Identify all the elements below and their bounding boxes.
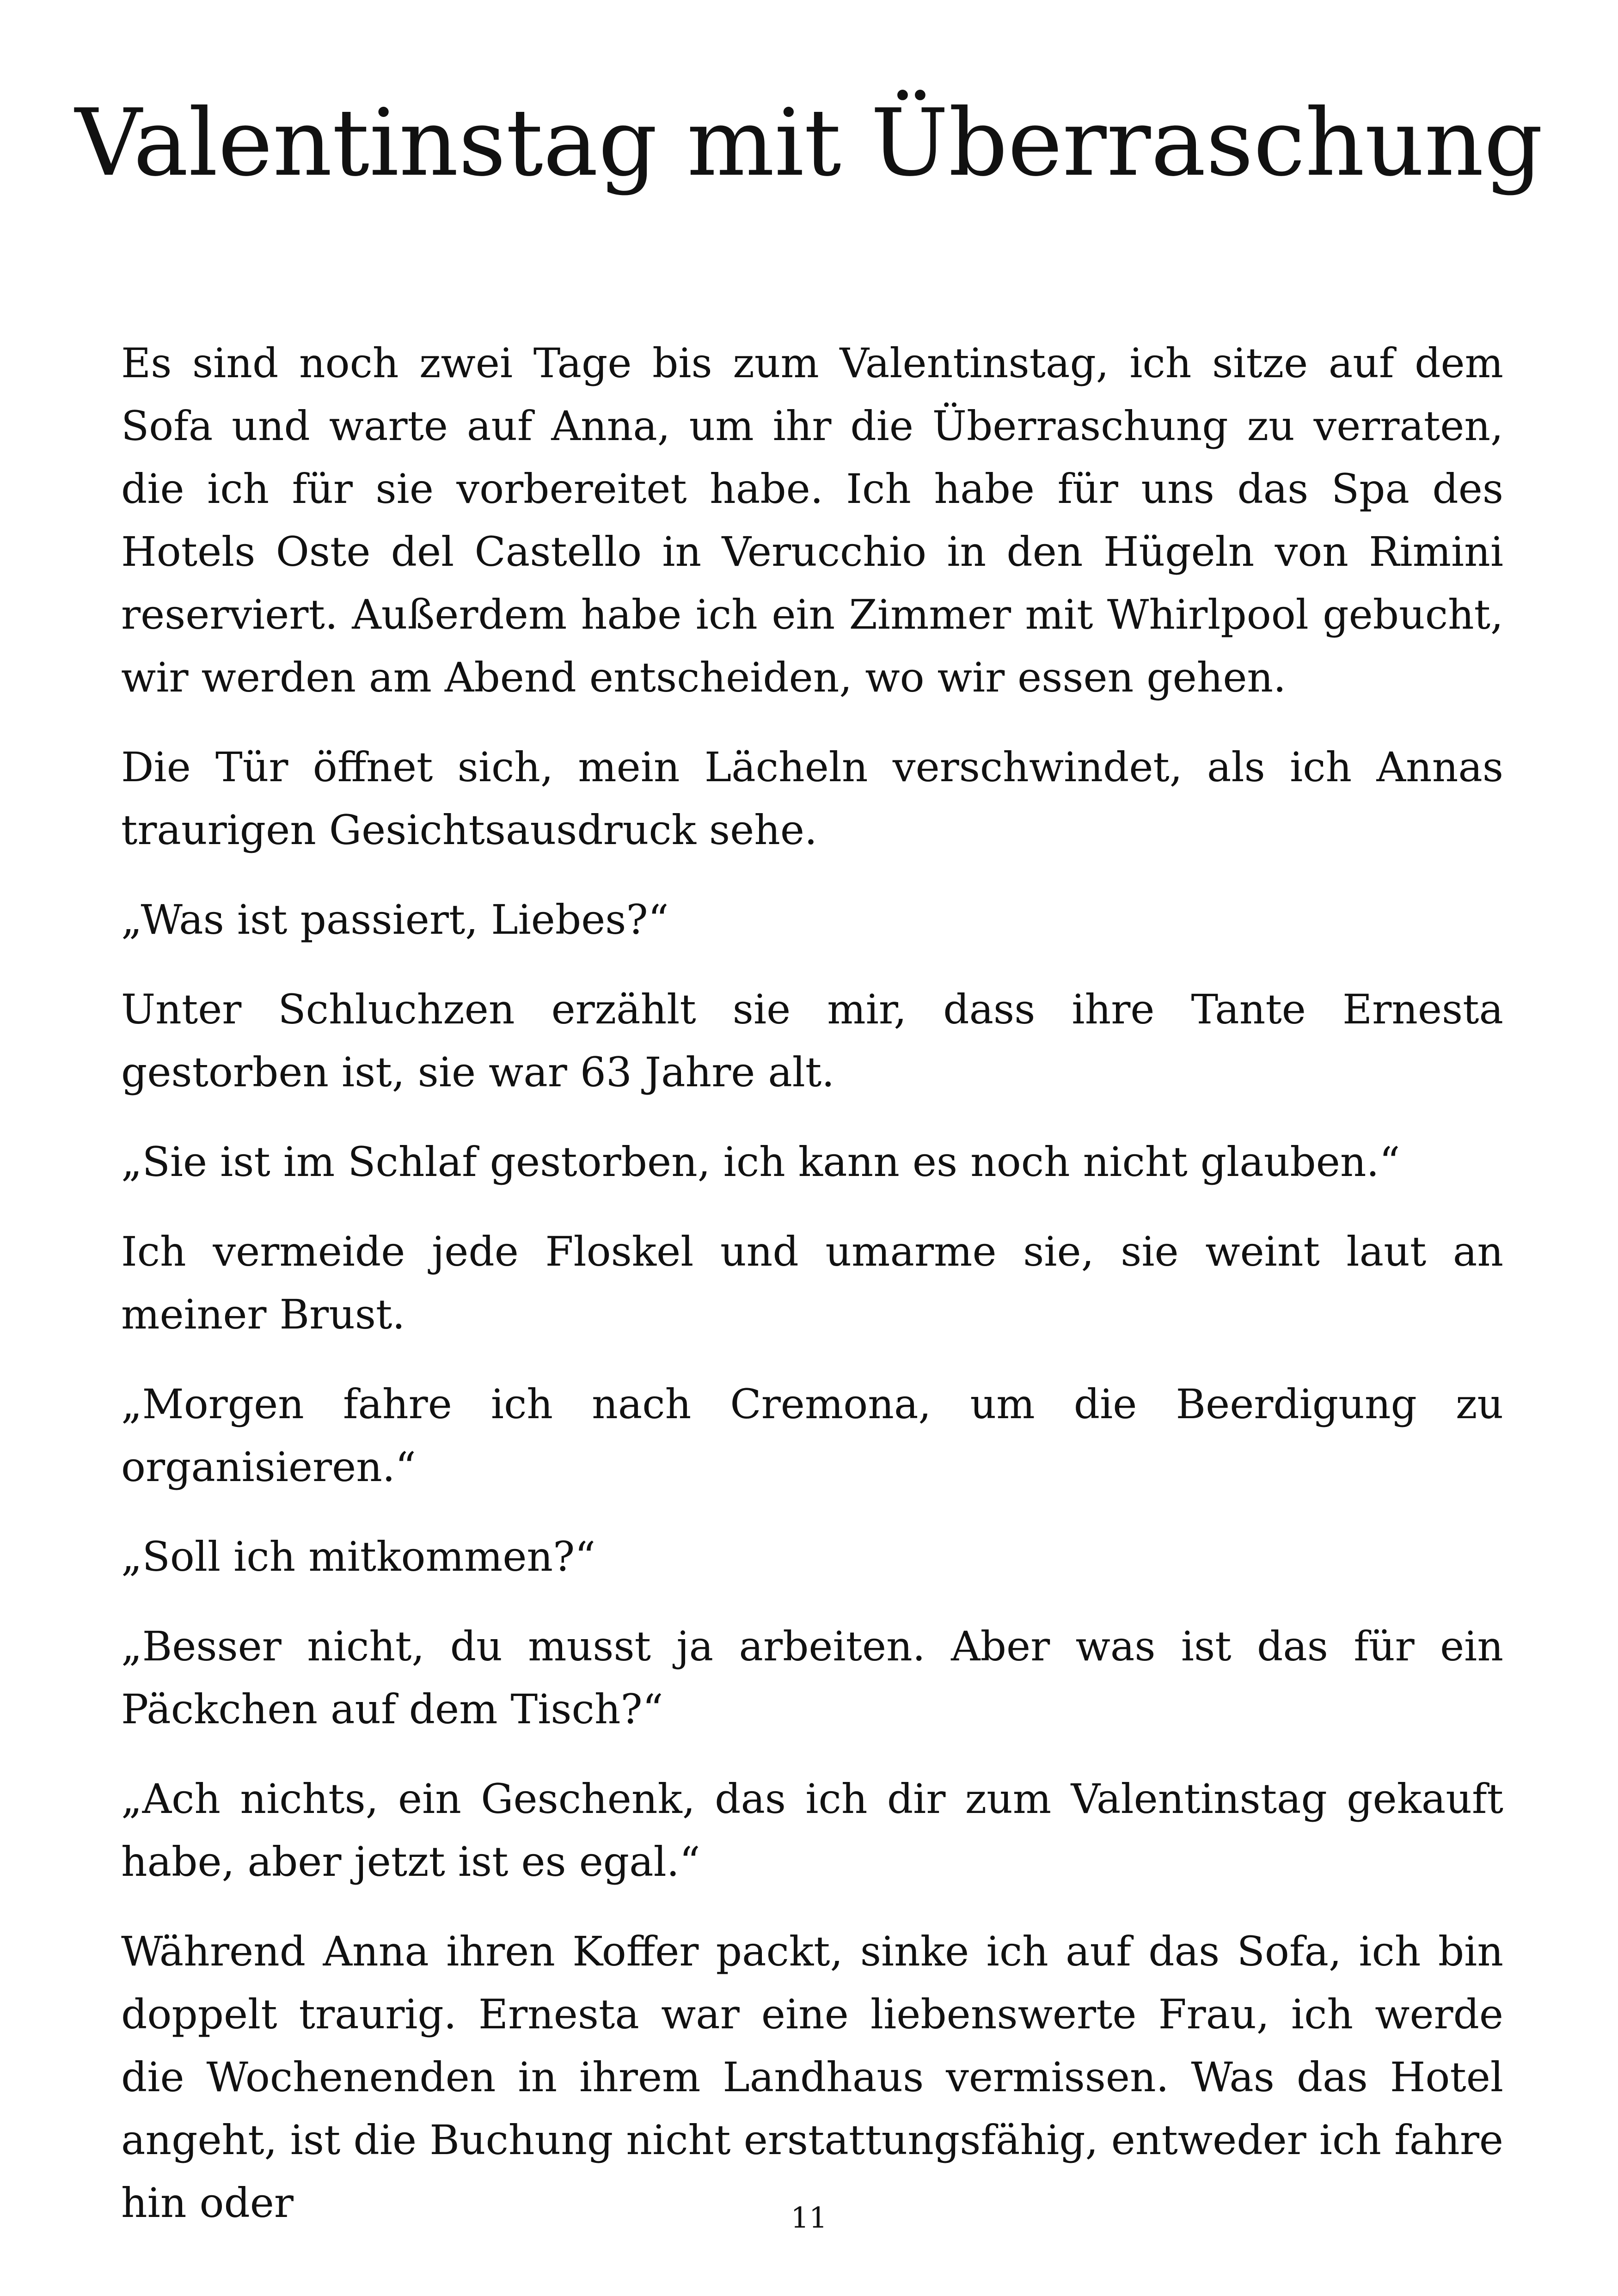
paragraph-4: Unter Schluchzen erzählt sie mir, dass ihre Tante Ernesta gestorben ist, sie war 63 Jahre alt. — [121, 986, 1503, 1096]
paragraph-3: „Was ist passiert, Liebes?“ — [121, 896, 669, 943]
paragraph-1: Es sind noch zwei Tage bis zum Valentinstag, ich sitze auf dem Sofa und warte auf Anna, um ihr die Überraschung zu verraten, die ich für sie vorbereitet habe. Ich habe für uns das Spa des Hotels Oste del Castello in Verucchio in den Hügeln von Rimini reserviert. Außerdem habe ich ein Zimmer mit Whirlpool gebucht, wir werden am Abend entscheiden, wo wir essen gehen. — [121, 339, 1503, 701]
chapter-title: Valentinstag mit Überraschung — [75, 89, 1543, 197]
paragraph-6: Ich vermeide jede Floskel und umarme sie, sie weint laut an meiner Brust. — [121, 1228, 1503, 1338]
paragraph-10: „Ach nichts, ein Geschenk, das ich dir zum Valentinstag gekauft habe, aber jetzt ist es egal.“ — [121, 1775, 1503, 1886]
paragraph-5: „Sie ist im Schlaf gestorben, ich kann es noch nicht glauben.“ — [121, 1138, 1400, 1186]
paragraph-8: „Soll ich mitkommen?“ — [121, 1533, 596, 1580]
paragraph-9: „Besser nicht, du musst ja arbeiten. Aber was ist das für ein Päckchen auf dem Tisch?“ — [121, 1623, 1503, 1733]
paragraph-11: Während Anna ihren Koffer packt, sinke ich auf das Sofa, ich bin doppelt traurig. Ernesta war eine liebenswerte Frau, ich werde die Wochenenden in ihrem Landhaus vermissen. Was das Hotel angeht, ist die Buchung nicht erstattungsfähig, entweder ich fahre hin oder — [121, 1928, 1503, 2227]
paragraph-2: Die Tür öffnet sich, mein Lächeln verschwindet, als ich Annas traurigen Gesichtsausdruck sehe. — [121, 743, 1503, 854]
page-number: 11 — [791, 2201, 827, 2235]
chapter-body — [121, 332, 1503, 2261]
paragraph-7: „Morgen fahre ich nach Cremona, um die Beerdigung zu organisieren.“ — [121, 1380, 1503, 1491]
